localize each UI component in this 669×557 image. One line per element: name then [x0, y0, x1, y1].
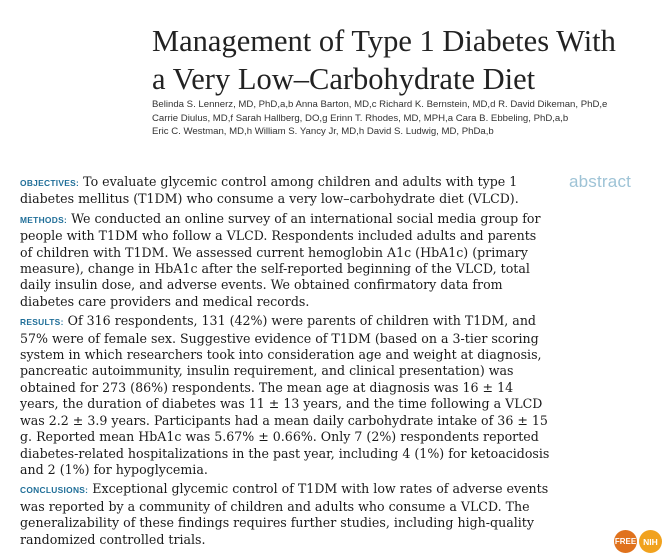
- objectives-section: [20, 174, 552, 208]
- nih-badge: NIH: [639, 530, 662, 553]
- author-line-2: Carrie Diulus, MD,f Sarah Hallberg, DO,g Erinn T. Rhodes, MD, MPH,a Cara B. Ebbeling, PhD,a,b: [152, 112, 569, 124]
- objectives-text: To evaluate glycemic control among children and adults with type 1 diabetes mellitus (T1DM) who consume a very low–carbohydrate diet (VLCD).: [20, 174, 519, 207]
- objectives-label: OBJECTIVES:: [20, 178, 80, 188]
- abstract-body: [20, 174, 552, 551]
- conclusions-label: CONCLUSIONS:: [20, 485, 89, 496]
- abstract-heading: abstract: [569, 172, 632, 191]
- methods-label: METHODS:: [20, 214, 68, 225]
- results-section: [20, 313, 552, 478]
- methods-text: We conducted an online survey of an international social media group for people with T1DM who follow a VLCD. Respondents included adults and parents of children with T1DM. We assessed current hemoglobin A1c (HbA1c) (primary measure), change in HbA1c after the self-reported beginning of the VLCD, total daily insulin dose, and adverse events. We obtained confirmatory data from diabetes care providers and medical records.: [20, 210, 541, 309]
- free-badge: FREE: [614, 530, 637, 553]
- title-line-2: a Very Low–Carbohydrate Diet: [152, 62, 536, 96]
- author-line-1: Belinda S. Lennerz, MD, PhD,a,b Anna Barton, MD,c Richard K. Bernstein, MD,d R. David Dikeman, PhD,e: [152, 99, 608, 110]
- results-label: RESULTS:: [20, 317, 64, 328]
- methods-section: [20, 211, 552, 310]
- article-title: [152, 22, 667, 98]
- access-badges: [614, 530, 666, 552]
- results-text: Of 316 respondents, 131 (42%) were parents of children with T1DM, and 57% were of female sex. Suggestive evidence of T1DM (based on a 3-tier scoring system in which researchers took into consideration age and weight at diagnosis, pancreatic autoimmunity, insulin requirement, and clinical presentation) was obtained for 273 (86%) respondents. The mean age at diagnosis was 16 ± 14 years, the duration of diabetes was 11 ± 13 years, and the time following a VLCD was 2.2 ± 3.9 years. Participants had a mean daily carbohydrate intake of 36 ± 15 g. Reported mean HbA1c was 5.67% ± 0.66%. Only 7 (2%) respondents reported diabetes-related hospitalizations in the past year, including 4 (1%) for ketoacidosis and 2 (1%) for hypoglycemia.: [20, 313, 550, 477]
- title-line-1: Management of Type 1 Diabetes With: [152, 24, 616, 58]
- conclusions-section: [20, 481, 552, 548]
- conclusions-text: Exceptional glycemic control of T1DM with low rates of adverse events was reported by a community of children and adults who consume a VLCD. The generalizability of these findings requires further studies, including high-quality randomized controlled trials.: [20, 481, 549, 547]
- author-list: [152, 98, 662, 139]
- author-line-3: Eric C. Westman, MD,h William S. Yancy Jr, MD,h David S. Ludwig, MD, PhDa,b: [152, 126, 494, 137]
